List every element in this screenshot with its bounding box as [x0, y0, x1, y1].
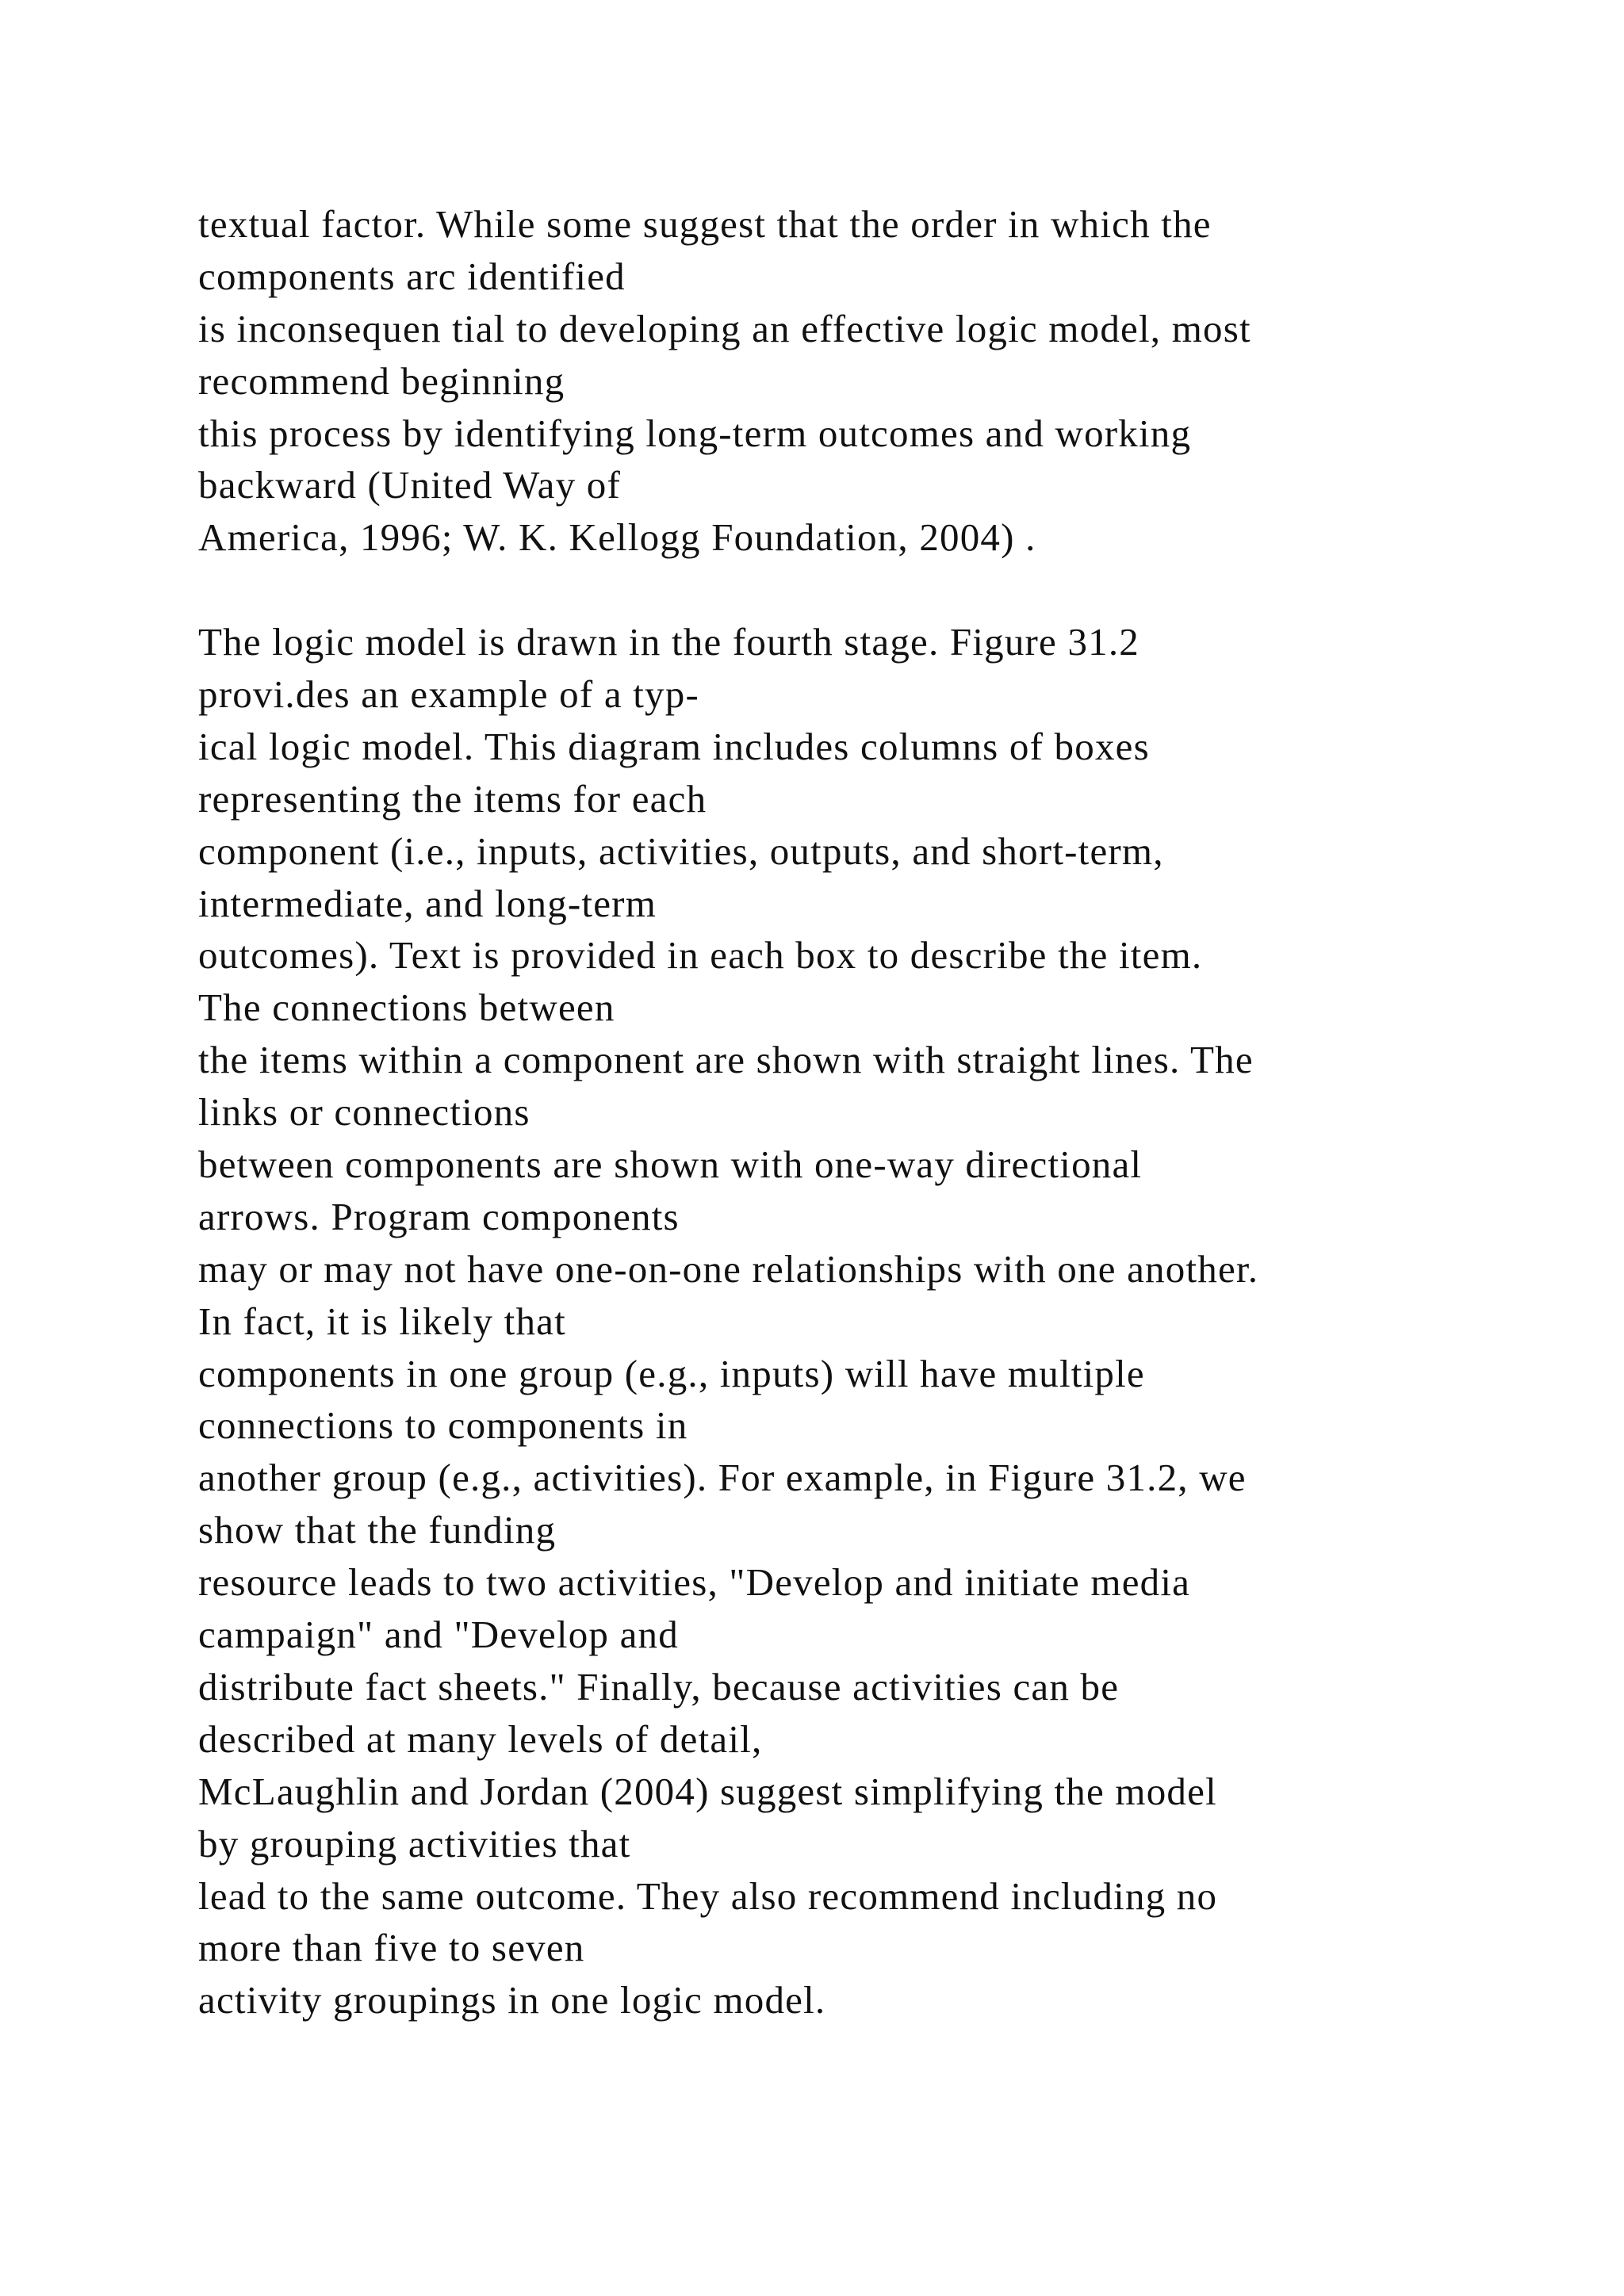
text-line: lead to the same outcome. They also recommend including no — [198, 1873, 1218, 1918]
text-line: The logic model is drawn in the fourth stage. Figure 31.2 — [198, 620, 1140, 664]
paragraph-2 — [198, 616, 1546, 2026]
text-line: activity groupings in one logic model. — [198, 1978, 826, 2022]
text-line: components in one group (e.g., inputs) will have multiple — [198, 1351, 1145, 1395]
text-line: described at many levels of detail, — [198, 1716, 763, 1761]
text-line: The connections between — [198, 985, 615, 1030]
text-line: McLaughlin and Jordan (2004) suggest simplifying the model — [198, 1769, 1217, 1813]
text-line: ical logic model. This diagram includes columns of boxes — [198, 724, 1150, 768]
paragraph-gap — [198, 564, 1546, 616]
text-line: show that the funding — [198, 1508, 557, 1552]
text-line: is inconsequen tial to developing an effective logic model, most — [198, 306, 1251, 350]
text-line: component (i.e., inputs, activities, outputs, and short-term, — [198, 828, 1164, 873]
text-line: textual factor. While some suggest that the order in which the — [198, 202, 1212, 246]
text-line: backward (United Way of — [198, 463, 621, 507]
text-line: the items within a component are shown with straight lines. The — [198, 1038, 1254, 1082]
text-line: may or may not have one-on-one relationships with one another. — [198, 1246, 1259, 1291]
text-line: between components are shown with one-way directional — [198, 1142, 1143, 1187]
text-line: provi.des an example of a typ- — [198, 672, 699, 717]
text-line: recommend beginning — [198, 358, 565, 403]
text-line: links or connections — [198, 1090, 530, 1135]
text-line: distribute fact sheets." Finally, because activities can be — [198, 1664, 1120, 1709]
text-line: more than five to seven — [198, 1926, 585, 1970]
paragraph-1 — [198, 198, 1546, 564]
body-text — [198, 198, 1546, 2026]
text-line: intermediate, and long-term — [198, 881, 657, 925]
text-line: this process by identifying long-term outcomes and working — [198, 411, 1192, 455]
text-line: resource leads to two activities, "Develop and initiate media — [198, 1560, 1191, 1605]
text-line: by grouping activities that — [198, 1821, 631, 1866]
text-line: components arc identified — [198, 254, 626, 298]
text-line: In fact, it is likely that — [198, 1299, 566, 1343]
text-line: arrows. Program components — [198, 1194, 680, 1238]
text-line: America, 1996; W. K. Kellogg Foundation, 2004) . — [198, 515, 1036, 560]
text-line: representing the items for each — [198, 776, 707, 821]
text-line: campaign" and "Develop and — [198, 1613, 679, 1657]
text-line: another group (e.g., activities). For example, in Figure 31.2, we — [198, 1456, 1247, 1500]
text-line: connections to components in — [198, 1403, 688, 1448]
text-line: outcomes). Text is provided in each box to describe the item. — [198, 933, 1203, 978]
